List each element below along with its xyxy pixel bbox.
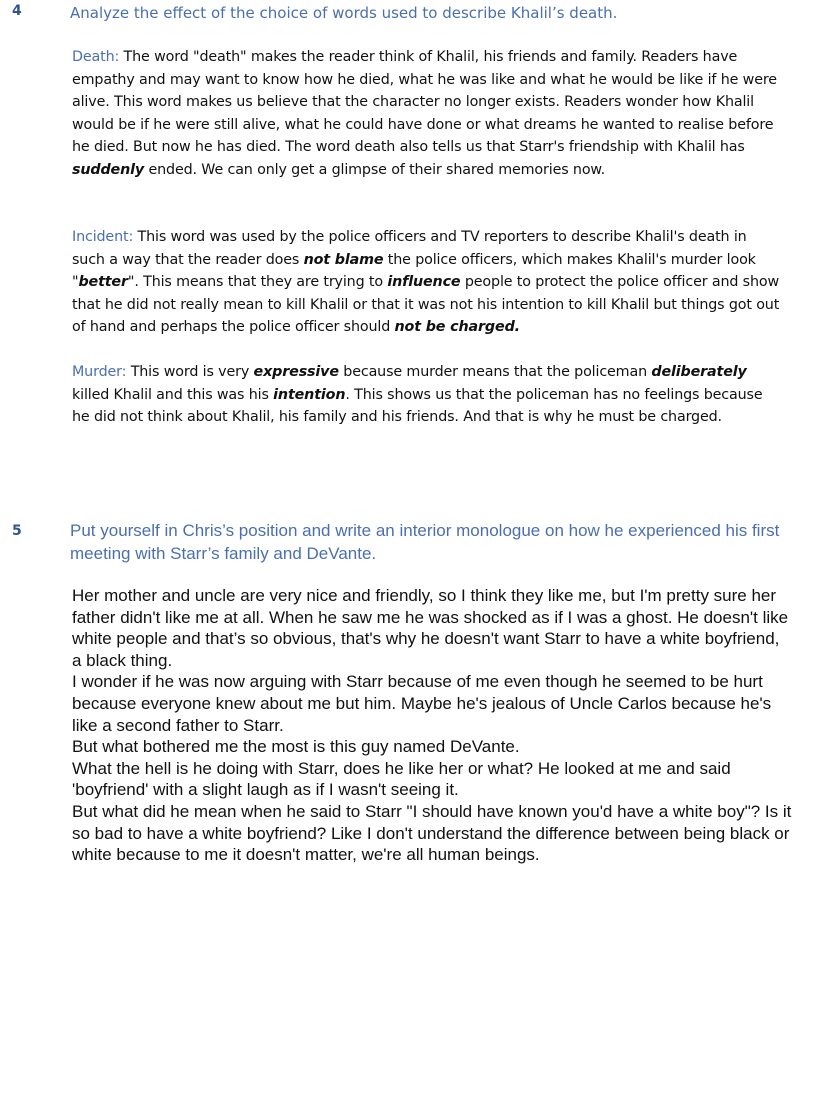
emphasis: not be charged. xyxy=(394,319,520,336)
monologue-paragraph: Her mother and uncle are very nice and friendly, so I think they like me, but I'm pretty sure her father didn't like me at all. When he saw me he was shocked as if I was a ghost. He doesn't like white people and that’s so obvious, that's why he doesn't want Starr to have a white boyfriend, a black thing. xyxy=(72,586,789,670)
term-label: Death: xyxy=(72,49,120,65)
emphasis: suddenly xyxy=(72,161,145,178)
answer-murder: Murder: This word is very expressive because murder means that the policeman deliberately killed Khalil and this was his intention. This shows us that the policeman has no feelings because he did not think about Khalil, his family and his friends. And that is why he must be charged. xyxy=(72,364,763,426)
monologue-paragraph: But what bothered me the most is this guy named DeVante. xyxy=(72,737,520,757)
emphasis: intention xyxy=(273,386,346,403)
monologue-paragraph: I wonder if he was now arguing with Starr because of me even though he seemed to be hurt because everyone knew about me but him. Maybe he's jealous of Uncle Carlos because he's like a second father to Starr. xyxy=(72,672,772,735)
interior-monologue xyxy=(72,585,792,866)
question-number: 5 xyxy=(12,523,22,539)
question-number: 4 xyxy=(12,3,22,19)
monologue-paragraph: What the hell is he doing with Starr, does he like her or what? He looked at me and said 'boyfriend' with a slight laugh as if I wasn't seeing it. xyxy=(72,758,731,800)
emphasis: deliberately xyxy=(651,364,747,380)
term-label: Incident: xyxy=(72,229,134,245)
emphasis: expressive xyxy=(253,364,339,380)
monologue-paragraph: But what did he mean when he said to Starr "I should have known you'd have a white boy"? Is it so bad to have a white boyfriend? Like I don't understand the difference between being black or white because to me it doesn't matter, we're all human beings. xyxy=(72,801,792,865)
emphasis: better xyxy=(78,274,128,291)
question-prompt: Analyze the effect of the choice of words used to describe Khalil’s death. xyxy=(70,4,618,22)
emphasis: influence xyxy=(387,274,461,291)
question-prompt: Put yourself in Chris’s position and write an interior monologue on how he experienced his first meeting with Starr’s family and DeVante. xyxy=(70,521,780,563)
term-label: Murder: xyxy=(72,364,127,380)
answer-incident: Incident: This word was used by the police officers and TV reporters to describe Khalil's death in such a way that the reader does not blame the police officers, which makes Khalil's murder look "better". This means that they are trying to influence people to protect the police officer and show that he did not really mean to kill Khalil or that it was not his intention to kill Khalil but things got out of hand and perhaps the police officer should not be charged. xyxy=(72,229,780,336)
emphasis: not blame xyxy=(303,251,384,268)
answer-death: Death: The word "death" makes the reader think of Khalil, his friends and family. Readers have empathy and may want to know how he died, what he was like and what he would be like if he were alive. This word makes us believe that the character no longer exists. Readers wonder how Khalil would be if he were still alive, what he could have done or what dreams he wanted to realise before he died. But now he has died. The word death also tells us that Starr's friendship with Khalil has suddenly ended. We can only get a glimpse of their shared memories now. xyxy=(72,49,777,178)
